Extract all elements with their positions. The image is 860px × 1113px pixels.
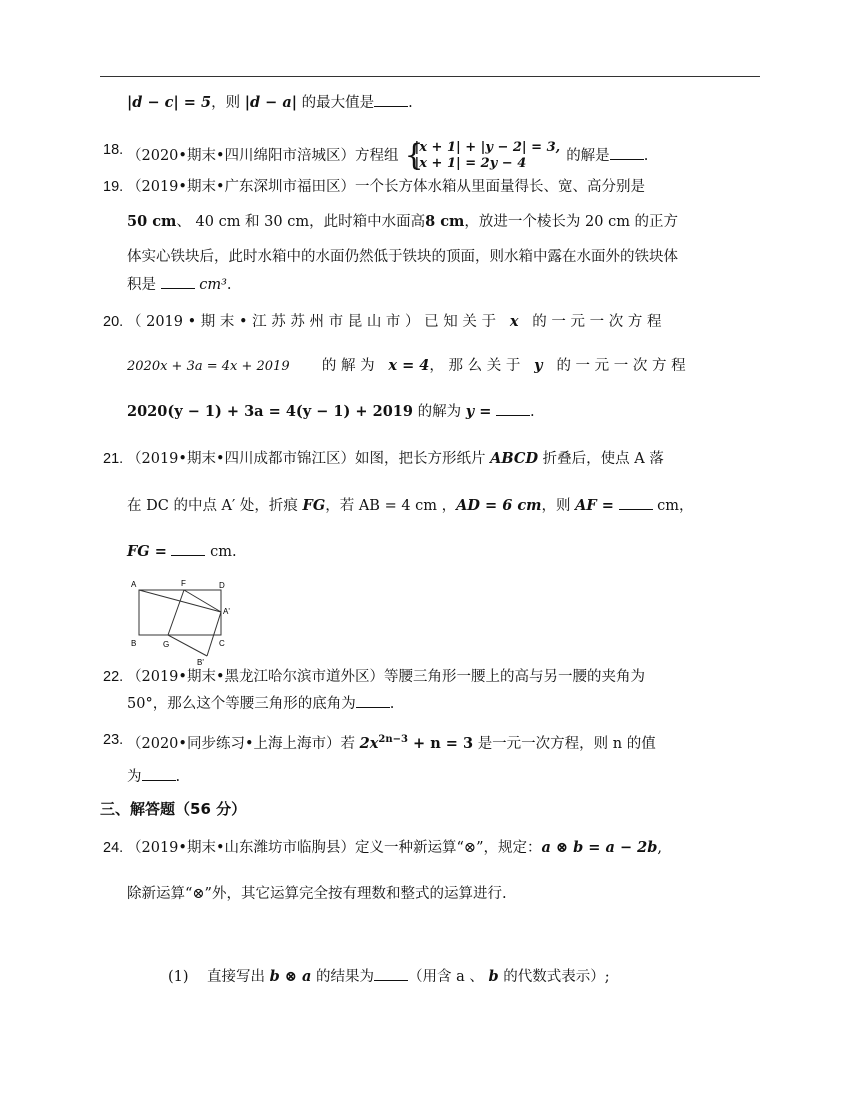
fig-label-b: B: [131, 639, 137, 648]
q24-part1: [168, 966, 610, 987]
q21-text-c: 在 DC 的中点 A′ 处，折痕: [127, 498, 298, 514]
q17-sep: ，则: [211, 95, 241, 111]
fig-label-c: C: [219, 639, 225, 648]
section-heading: 三、解答题（56 分）: [100, 800, 247, 818]
q18-equation-system: [405, 140, 561, 172]
answer-blank[interactable]: [374, 92, 408, 107]
q21-text-e: ，则: [541, 498, 571, 514]
q17-text: 的最大值是: [301, 95, 375, 111]
q23-eq-base: 2x: [359, 734, 379, 752]
q23-text-c: 为: [127, 769, 142, 785]
question-number: 24.: [103, 840, 124, 856]
question-number: 18.: [103, 142, 124, 158]
left-brace-icon: {: [404, 138, 424, 173]
q21-af: AF =: [575, 497, 614, 514]
q18-end: .: [643, 148, 649, 164]
q19-end: .: [226, 277, 232, 293]
q20-text-c: 的 解 为: [321, 358, 375, 374]
q19-text-b: 、 40 cm 和 30 cm，此时箱中水面高: [176, 214, 426, 230]
q24-line1: [127, 838, 662, 858]
q24-end: ,: [657, 840, 662, 856]
q24-part1-text-d: 的代数式表示）;: [503, 969, 610, 985]
q22-line2: [127, 693, 394, 714]
q24-part1-text-b: 的结果为: [315, 969, 374, 985]
answer-blank[interactable]: [619, 495, 653, 510]
q17-expr1: |d − c| = 5: [127, 94, 212, 111]
fig-label-f: F: [181, 579, 186, 588]
q21-rect-name: ABCD: [490, 450, 539, 467]
q18-eq1: |x + 1| + |y − 2| = 3,: [414, 140, 561, 155]
q22-end: .: [389, 696, 395, 712]
fig-label-b-prime: B': [197, 658, 204, 666]
q20-equation: 2020x + 3a = 4x + 2019: [127, 359, 290, 374]
q20-var-y: y: [534, 357, 543, 374]
fig-label-a: A: [131, 580, 137, 589]
q21-folding-figure: [127, 576, 237, 670]
q23-line2: [127, 766, 180, 787]
q19-line1: （2019•期末•广东深圳市福田区）一个长方体水箱从里面量得长、宽、高分别是: [127, 179, 646, 195]
q21-text-b: 折叠后，使点 A 落: [542, 451, 664, 467]
q19-text-d: ，放进一个棱长为 20 cm 的正方: [464, 214, 679, 230]
answer-blank[interactable]: [610, 145, 644, 160]
fig-label-a-prime: A': [223, 607, 230, 616]
q22-line1: （2019•期末•黑龙江哈尔滨市道外区）等腰三角形一腰上的高与另一腰的夹角为: [127, 669, 646, 685]
q20-line2: [127, 356, 686, 377]
q19-text-a: 积是: [127, 277, 156, 293]
q20-var-x: x: [509, 313, 519, 330]
q20-var-y-eq: y =: [465, 403, 492, 420]
q23-line1: [127, 730, 656, 754]
q20-line3: [127, 401, 535, 422]
q21-ad: AD = 6 cm: [456, 497, 542, 514]
q23-eq-rest: + n = 3: [413, 734, 474, 752]
q20-end: .: [529, 404, 535, 420]
q24-part1-num: (1): [168, 969, 189, 985]
q20-text-a: （ 2019 • 期 末 • 江 苏 苏 州 市 昆 山 市 ） 已 知 关 于: [127, 314, 496, 330]
q23-end: .: [175, 769, 181, 785]
q19-water-height: 8 cm: [425, 213, 465, 230]
q19-line4: [127, 274, 232, 295]
q21-line1: [127, 449, 664, 469]
q17-expr2: |d − a|: [244, 94, 298, 111]
answer-blank[interactable]: [496, 401, 530, 416]
q19-unit: cm³: [199, 277, 227, 293]
q24-part1-text-a: 直接写出: [206, 969, 265, 985]
q21-text-d: ，若 AB = 4 cm ，: [325, 498, 457, 514]
q18-line: [127, 140, 648, 172]
q24-line2: 除新运算“⊗”外，其它运算完全按有理数和整式的运算进行.: [127, 886, 507, 902]
q24-part1-text-c: （用含 a 、: [407, 969, 484, 985]
fig-label-g: G: [163, 640, 170, 649]
q20-text-e: 的 一 元 一 次 方 程: [556, 358, 686, 374]
q17-tail: [127, 92, 413, 113]
q20-line1: [127, 312, 661, 332]
header-rule: [100, 76, 760, 77]
answer-blank[interactable]: [142, 766, 176, 781]
q18-eq2: |x + 1| = 2y − 4: [414, 156, 527, 171]
q20-text-b: 的 一 元 一 次 方 程: [532, 314, 662, 330]
q21-fg: FG: [302, 497, 326, 514]
q24-text-a: （2019•期末•山东潍坊市临朐县）定义一种新运算“⊗”，规定：: [127, 840, 542, 856]
q20-text-d: ， 那 么 关 于: [429, 358, 521, 374]
q17-end: .: [408, 95, 413, 111]
q21-unit1: cm，: [657, 498, 694, 514]
question-number: 19.: [103, 179, 124, 195]
q21-unit2: cm.: [210, 544, 237, 560]
q21-line3: [127, 541, 237, 562]
question-number: 23.: [103, 732, 124, 748]
q23-eq-exp: 2n−3: [378, 734, 408, 745]
question-number: 22.: [103, 669, 124, 685]
answer-blank[interactable]: [356, 693, 390, 708]
q24-definition: a ⊗ b = a − 2b: [541, 839, 658, 856]
q20-equation2: 2020(y − 1) + 3a = 4(y − 1) + 2019: [127, 403, 413, 420]
q20-text-f: 的解为: [417, 404, 462, 420]
q18-suffix: 的解是: [566, 148, 610, 164]
answer-blank[interactable]: [374, 966, 408, 981]
q19-length: 50 cm: [127, 213, 177, 230]
answer-blank[interactable]: [161, 274, 195, 289]
fig-label-d: D: [219, 581, 225, 590]
q19-line3: 体实心铁块后，此时水箱中的水面仍然低于铁块的顶面，则水箱中露在水面外的铁块体: [127, 249, 678, 265]
q21-line2: [127, 495, 693, 516]
question-number: 20.: [103, 314, 124, 330]
q24-part1-expr: b ⊗ a: [269, 968, 312, 985]
q21-fg-eq: FG =: [127, 543, 167, 560]
q22-text-a: 50°，那么这个等腰三角形的底角为: [127, 696, 356, 712]
q23-text-b: 是一元一次方程，则 n 的值: [477, 735, 656, 752]
q24-part1-var: b: [488, 968, 499, 985]
q19-line2: [127, 212, 678, 232]
q18-prefix: （2020•期末•四川绵阳市涪城区）方程组: [127, 148, 399, 164]
q23-text-a: （2020•同步练习•上海上海市）若: [127, 735, 356, 752]
answer-blank[interactable]: [171, 541, 205, 556]
q21-text-a: （2019•期末•四川成都市锦江区）如图，把长方形纸片: [127, 451, 486, 467]
q20-solution: x = 4: [388, 357, 430, 374]
q23-equation: [360, 735, 473, 752]
question-number: 21.: [103, 451, 124, 467]
